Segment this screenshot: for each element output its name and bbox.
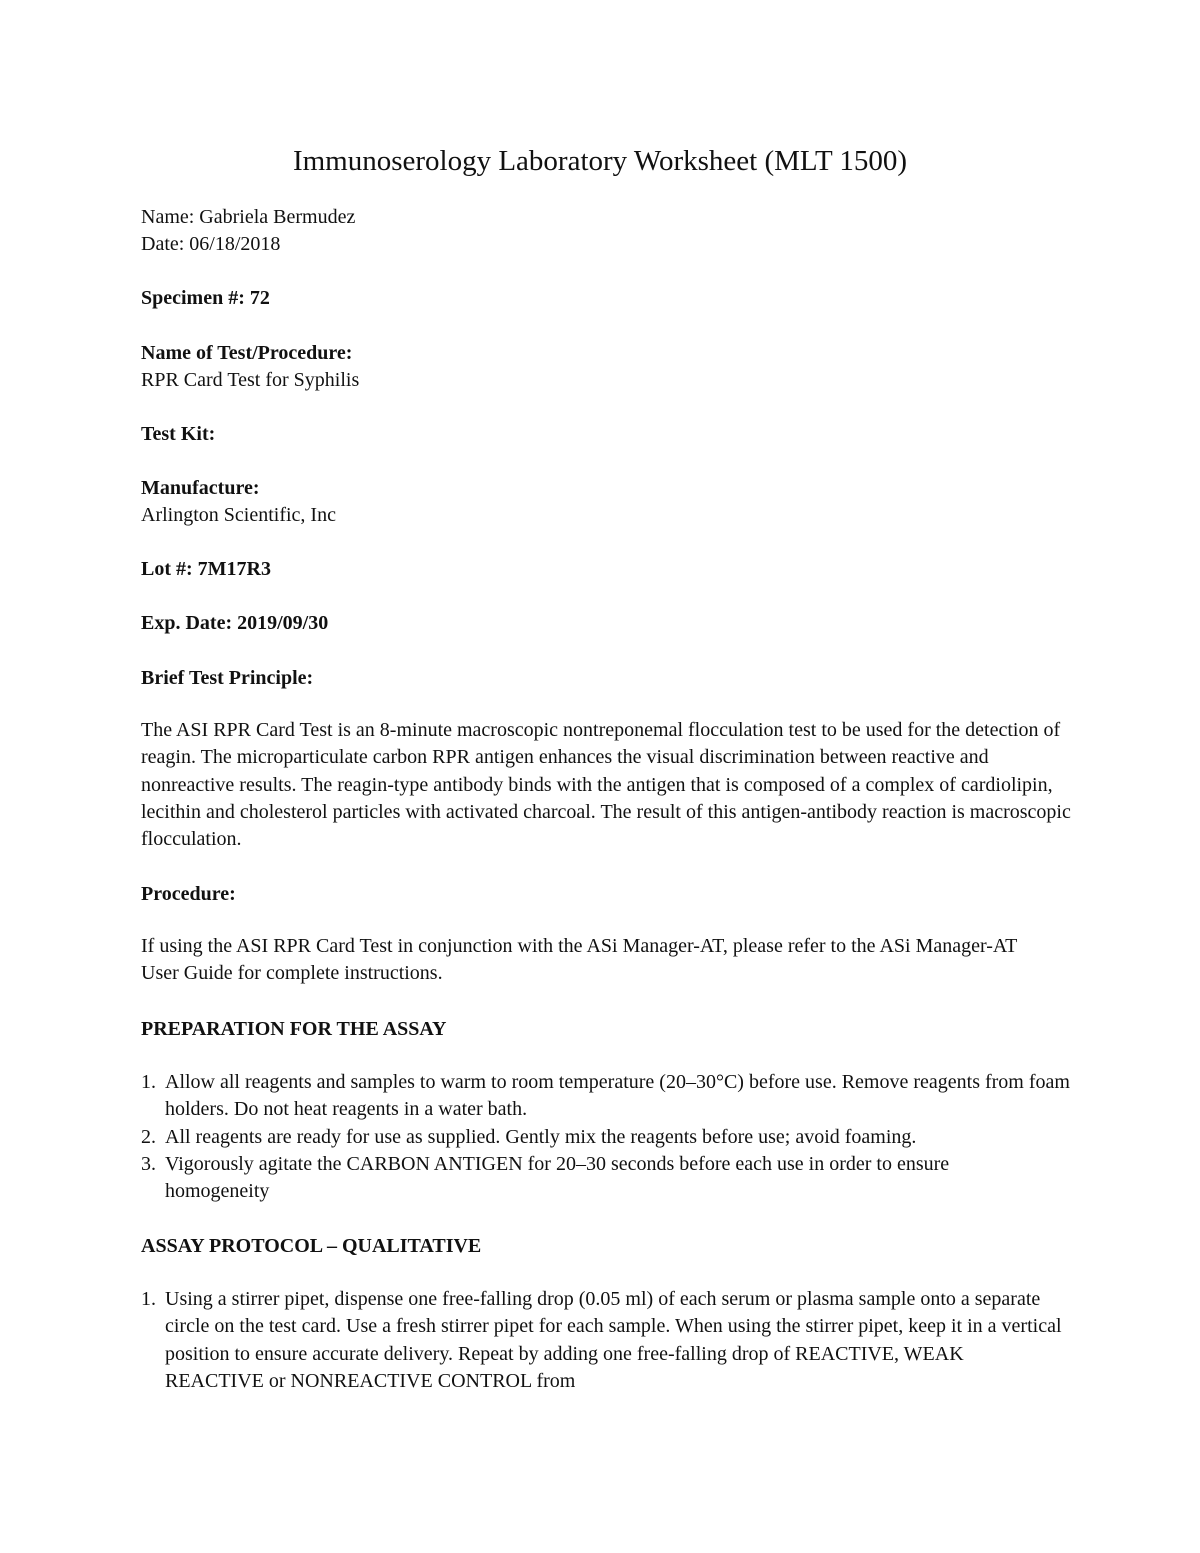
- principle-paragraph: The ASI RPR Card Test is an 8-minute macroscopic nontreponemal flocculation test to be used for the detection of reagin. The microparticulate carbon RPR antigen enhances the visual discrimination between reactive and nonreactive results. The reagin-type antibody binds with the antigen that is composed of a complex of cardiolipin, lecithin and cholesterol particles with activated charcoal. The result of this antigen-antibody reaction is macroscopic flocculation.: [141, 719, 1071, 851]
- date-line: Date: 06/18/2018: [141, 233, 281, 255]
- list-item-text: All reagents are ready for use as supplied. Gently mix the reagents before use; avoid foaming.: [165, 1125, 917, 1148]
- preparation-list: [141, 1069, 1076, 1205]
- test-kit-heading: Test Kit:: [141, 423, 216, 445]
- protocol-heading: ASSAY PROTOCOL – QUALITATIVE: [141, 1235, 482, 1257]
- list-item: [141, 1124, 1076, 1151]
- list-number: 1.: [141, 1288, 156, 1310]
- preparation-heading: PREPARATION FOR THE ASSAY: [141, 1018, 447, 1040]
- list-number: 2.: [141, 1125, 156, 1148]
- list-number: 3.: [141, 1152, 156, 1175]
- lot-number: Lot #: 7M17R3: [141, 558, 271, 580]
- procedure-heading: Procedure:: [141, 883, 236, 905]
- manufacture-heading: Manufacture:: [141, 477, 260, 499]
- list-item-text: Vigorously agitate the CARBON ANTIGEN for 20–30 seconds before each use in order to ensure homogeneity: [165, 1152, 950, 1203]
- manufacture-value: Arlington Scientific, Inc: [141, 504, 336, 526]
- principle-heading: Brief Test Principle:: [141, 667, 314, 689]
- test-name-value: RPR Card Test for Syphilis: [141, 369, 360, 391]
- protocol-list: [141, 1286, 1066, 1395]
- list-item-text: Allow all reagents and samples to warm to room temperature (20–30°C) before use. Remove reagents from foam holders. Do not heat reagents in a water bath.: [165, 1071, 1070, 1121]
- test-name-heading: Name of Test/Procedure:: [141, 342, 353, 364]
- page-title: Immunoserology Laboratory Worksheet (MLT 1500): [292, 145, 908, 177]
- list-number: 1.: [141, 1071, 156, 1093]
- list-item-text: Using a stirrer pipet, dispense one free-falling drop (0.05 ml) of each serum or plasma sample onto a separate circle on the test card. Use a fresh stirrer pipet for each sample. When using the stirrer pipet, keep it in a vertical position to ensure accurate delivery. Repeat by adding one free-falling drop of REACTIVE, WEAK REACTIVE or NONREACTIVE CONTROL from: [165, 1288, 1062, 1392]
- procedure-paragraph: If using the ASI RPR Card Test in conjunction with the ASi Manager-AT, please refer to the ASi Manager-AT User Guide for complete instructions.: [141, 935, 1017, 985]
- name-line: Name: Gabriela Bermudez: [141, 206, 356, 228]
- list-item: [141, 1151, 1076, 1206]
- specimen-number: Specimen #: 72: [141, 287, 270, 309]
- list-item: [141, 1069, 1076, 1124]
- expiration-date: Exp. Date: 2019/09/30: [141, 612, 329, 634]
- list-item: [141, 1286, 1066, 1395]
